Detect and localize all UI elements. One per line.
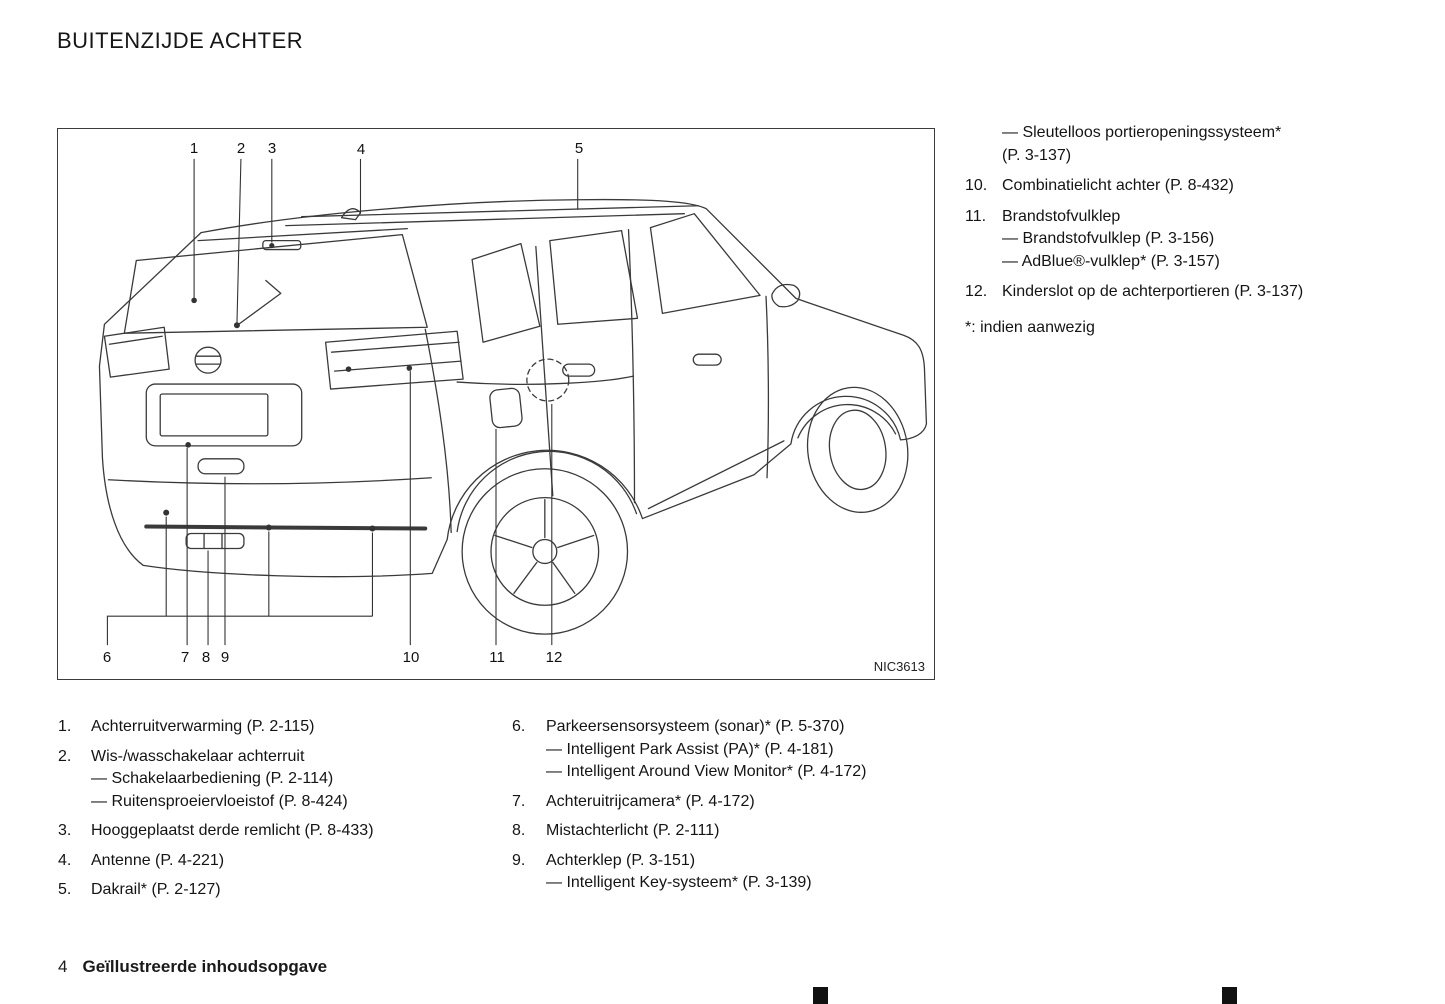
legend-item-text: Achterklep (P. 3-151)	[546, 851, 696, 869]
figure-code: NIC3613	[873, 659, 925, 674]
legend-column-left	[58, 716, 493, 909]
legend-item-4	[58, 850, 493, 873]
legend-item-text: Dakrail* (P. 2-127)	[91, 881, 221, 898]
legend-item-12	[965, 281, 1410, 304]
legend-item-number: 5.	[58, 881, 72, 898]
page-footer	[58, 957, 327, 977]
car-illustration	[58, 129, 934, 679]
legend-item-text: Combinatielicht achter (P. 8-432)	[1002, 177, 1234, 194]
legend-item-text: Kinderslot op de achterportieren (P. 3-137)	[1002, 283, 1304, 300]
page-number: 4	[58, 957, 68, 976]
legend-item-text: Parkeersensorsysteem (sonar)* (P. 5-370)	[546, 718, 845, 735]
availability-footnote: *: indien aanwezig	[965, 318, 1095, 336]
legend-item-1	[58, 716, 493, 739]
legend-item-subtext: — Ruitensproeiervloeistof (P. 8-424)	[91, 792, 348, 810]
callout-5: 5	[574, 140, 584, 157]
legend-column-right	[512, 716, 962, 902]
legend-item-subtext: — Brandstofvulklep (P. 3-156)	[1002, 230, 1215, 247]
legend-item-9	[512, 850, 962, 895]
legend-item-7	[512, 791, 962, 814]
legend-item-subtext: — Intelligent Park Assist (PA)* (P. 4-181)	[546, 740, 834, 758]
legend-item-text: Wis-/wasschakelaar achterruit	[91, 747, 305, 765]
legend-item-number: 1.	[58, 718, 72, 735]
callout-3: 3	[267, 140, 277, 157]
callout-9: 9	[220, 649, 230, 666]
legend-item-number: 7.	[512, 792, 526, 810]
legend-item-number: 6.	[512, 718, 526, 735]
legend-item-5	[58, 879, 493, 902]
legend-item-number: 10.	[965, 177, 988, 194]
legend-item-3	[58, 820, 493, 843]
section-title: Geïllustreerde inhoudsopgave	[82, 957, 328, 976]
callout-4: 4	[356, 141, 366, 158]
legend-item-8	[512, 820, 962, 843]
print-registration-mark	[813, 987, 828, 1004]
side-legend-continuation	[965, 122, 1410, 167]
legend-item-number: 9.	[512, 851, 526, 869]
callout-11: 11	[489, 649, 505, 666]
side-legend-continuation-line1: — Sleutelloos portieropeningssysteem*	[1002, 124, 1282, 141]
legend-item-number: 2.	[58, 747, 72, 765]
legend-item-text: Antenne (P. 4-221)	[91, 851, 225, 869]
legend-item-text: Brandstofvulklep	[1002, 207, 1121, 225]
callout-8: 8	[201, 649, 211, 666]
callout-1: 1	[189, 140, 199, 157]
legend-item-2	[58, 746, 493, 814]
legend-item-11	[965, 206, 1410, 274]
legend-item-text: Achterruitverwarming (P. 2-115)	[91, 718, 315, 735]
legend-item-number: 8.	[512, 822, 526, 839]
side-legend-list	[965, 122, 1410, 339]
figure-box	[57, 128, 935, 680]
callout-12: 12	[545, 649, 563, 666]
legend-item-text: Mistachterlicht (P. 2-111)	[546, 822, 720, 839]
legend-item-6	[512, 716, 962, 784]
legend-item-number: 12.	[965, 283, 988, 300]
side-legend-continuation-line2: (P. 3-137)	[1002, 146, 1072, 164]
legend-item-text: Achteruitrijcamera* (P. 4-172)	[546, 792, 755, 810]
legend-item-text: Hooggeplaatst derde remlicht (P. 8-433)	[91, 822, 374, 839]
legend-item-subtext: — Intelligent Around View Monitor* (P. 4-172)	[546, 763, 867, 780]
callout-7: 7	[180, 649, 190, 666]
callout-6: 6	[102, 649, 112, 666]
print-registration-mark	[1222, 987, 1237, 1004]
callout-2: 2	[236, 140, 246, 157]
legend-item-subtext: — Intelligent Key-systeem* (P. 3-139)	[546, 874, 812, 891]
legend-item-10	[965, 175, 1410, 198]
legend-item-number: 11.	[965, 207, 987, 225]
page-title: BUITENZIJDE ACHTER	[57, 28, 304, 53]
legend-item-subtext: — AdBlue®-vulklep* (P. 3-157)	[1002, 252, 1220, 270]
legend-item-number: 4.	[58, 851, 72, 869]
legend-item-number: 3.	[58, 822, 72, 839]
legend-item-subtext: — Schakelaarbediening (P. 2-114)	[91, 770, 334, 787]
callout-10: 10	[402, 649, 420, 666]
